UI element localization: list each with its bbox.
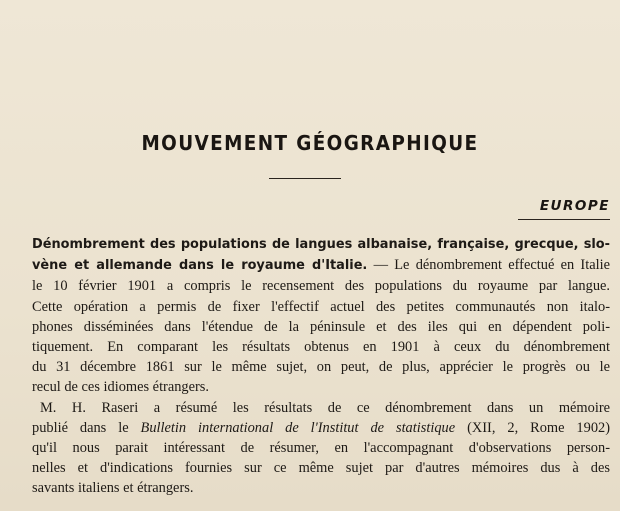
article-heading-part2: vène et allemande dans le royaume d'Italie. (32, 258, 368, 274)
paragraph2-line1: M. H. Raseri a résumé les résultats de ce dénombrement dans un mémoire (40, 399, 610, 416)
paragraph1-line2 (32, 255, 610, 276)
page-title: MOUVEMENT GÉOGRAPHIQUE (141, 131, 479, 155)
article-heading-part1: Dénombrement des populations de langues albanaise, française, grecque, slo- (32, 237, 610, 252)
paragraph1-line8: recul de ces idiomes étrangers. (32, 379, 210, 396)
article-body (32, 234, 610, 499)
bulletin-title: Bulletin international de l'Institut de statistique (140, 419, 456, 436)
section-heading: EUROPE (539, 198, 610, 214)
paragraph2-line2 (32, 418, 610, 438)
paragraph2-line3: qu'il nous parait intéressant de résumer, en l'accompagnant d'observations person- (32, 440, 610, 457)
paragraph1-line1 (32, 234, 610, 255)
paragraph1-line5: phones disséminées dans l'étendue de la péninsule et des iles qui en dépendent poli- (32, 318, 610, 335)
paragraph1-line6: tiquement. En comparant les résultats obtenus en 1901 à ceux du dénombrement (32, 339, 610, 356)
paragraph1-line4: Cette opération a permis de fixer l'effectif actuel des petites communautés non italo- (32, 298, 610, 315)
paragraph1-line7: du 31 décembre 1861 sur le même sujet, on peut, de plus, apprécier le progrès ou le (32, 359, 610, 376)
paragraph1-line3: le 10 février 1901 a compris le recensement des populations du royaume par langue. (32, 278, 610, 295)
section-underline (518, 219, 610, 220)
paragraph2-line5: savants italiens et étrangers. (32, 480, 194, 497)
title-divider (269, 178, 341, 179)
paragraph2-line4: nelles et d'indications fournies sur ce même sujet par d'autres mémoires dus à des (32, 460, 610, 477)
paragraph1-line2-text: — Le dénombrement effectué en Italie (367, 257, 610, 274)
paragraph2-line2-end: (XII, 2, Rome 1902) (455, 419, 610, 436)
paragraph2-line2-start: publié dans le (32, 419, 141, 436)
